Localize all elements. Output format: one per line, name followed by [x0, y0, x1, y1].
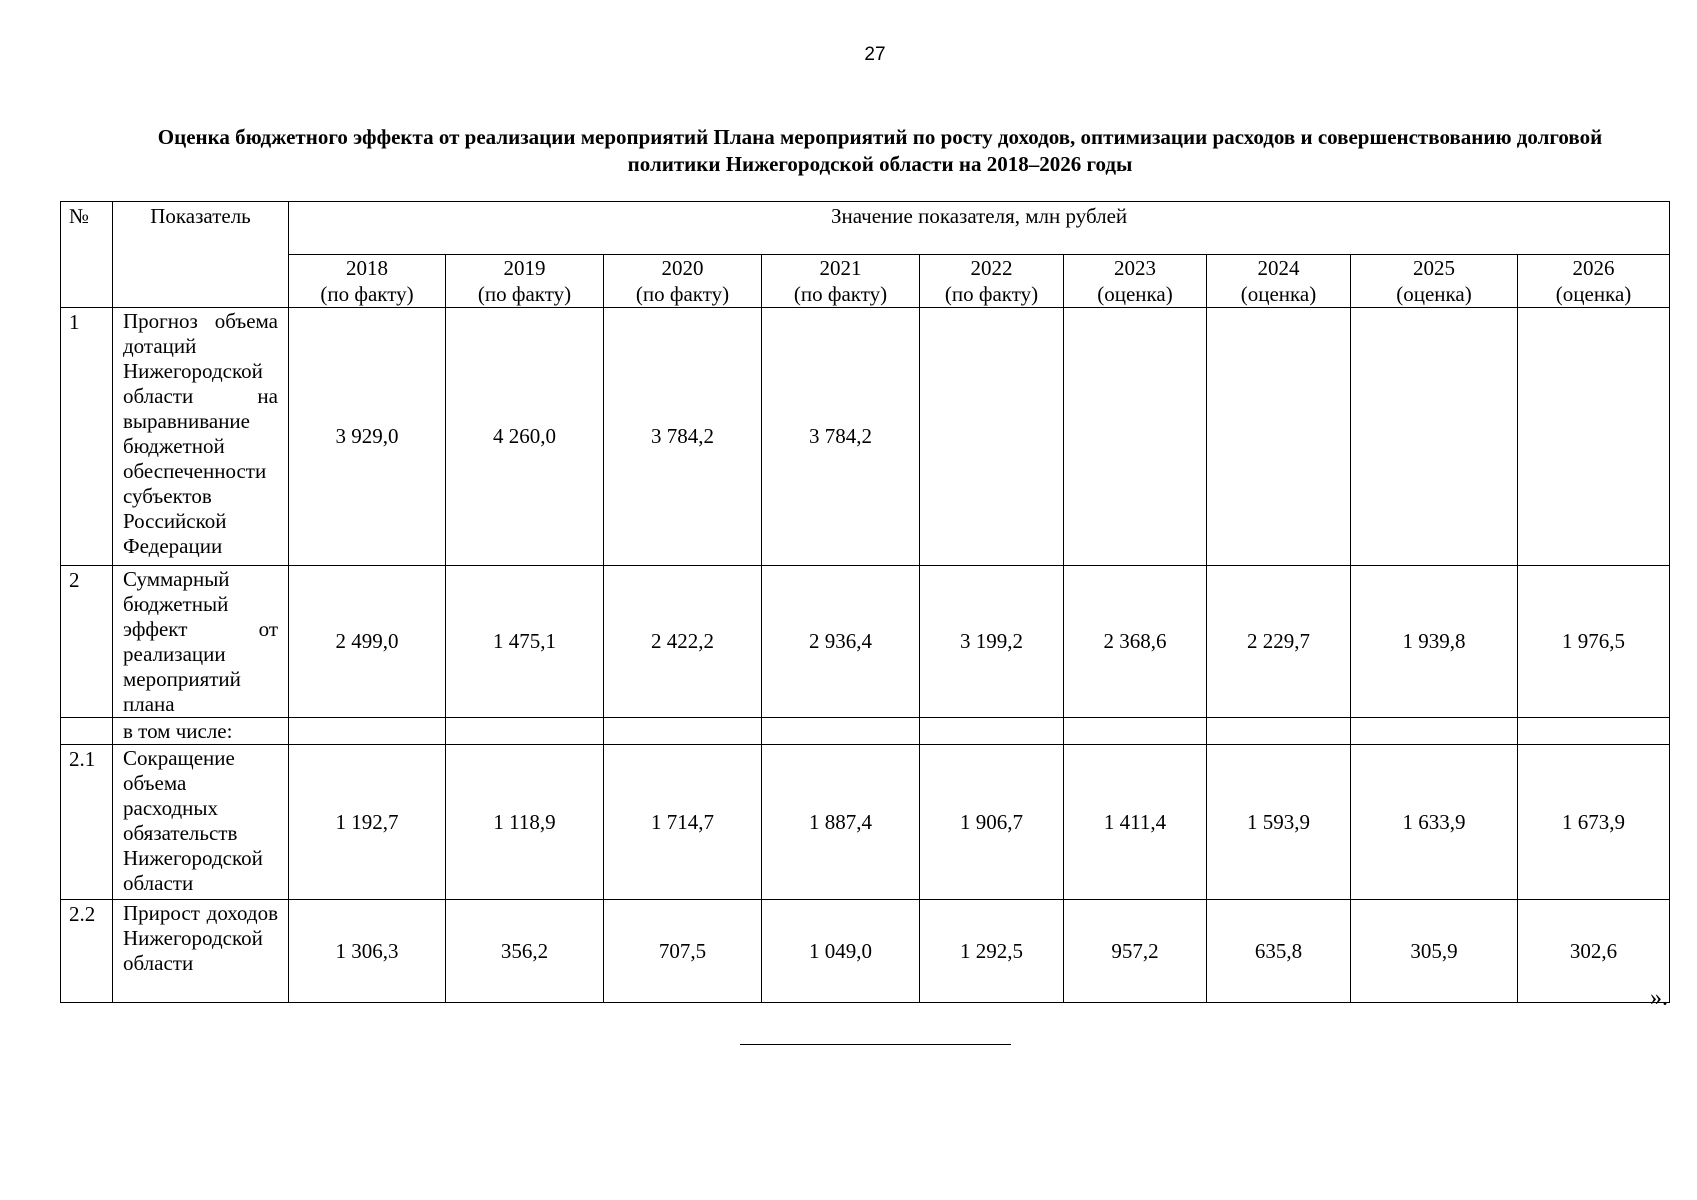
value-cell: 302,6 [1518, 900, 1670, 1003]
value-cell: 635,8 [1207, 900, 1351, 1003]
closing-quote-mark: ». [1650, 985, 1668, 1011]
row-number: 2.1 [61, 745, 113, 900]
year-note: (оценка) [1396, 282, 1472, 306]
year-header-2023 [1064, 255, 1207, 308]
table-row [61, 566, 1670, 718]
table-row [61, 745, 1670, 900]
value-cell: 1 714,7 [604, 745, 762, 900]
value-cell: 1 475,1 [446, 566, 604, 718]
table-row [61, 900, 1670, 1003]
value-cell [1064, 718, 1207, 745]
row-number [61, 718, 113, 745]
value-cell: 1 292,5 [920, 900, 1064, 1003]
row-indicator: Суммарный бюджетный эффект от реализации мероприятий плана [113, 566, 289, 718]
year-note: (по факту) [793, 282, 888, 306]
value-cell [1518, 308, 1670, 566]
footer-divider [740, 1044, 1011, 1045]
year-note: (оценка) [1240, 282, 1317, 306]
year-header-2026 [1518, 255, 1670, 308]
value-cell: 1 593,9 [1207, 745, 1351, 900]
value-cell: 957,2 [1064, 900, 1207, 1003]
year-header-2021 [762, 255, 920, 308]
value-cell [920, 308, 1064, 566]
value-cell: 3 929,0 [289, 308, 446, 566]
year-label: 2021 [819, 256, 862, 280]
row-indicator: Прирост доходов Нижегородской области [113, 900, 289, 1003]
year-header-2025 [1351, 255, 1518, 308]
value-cell: 1 118,9 [446, 745, 604, 900]
year-label: 2019 [503, 256, 546, 280]
value-cell [762, 718, 920, 745]
year-label: 2025 [1413, 256, 1455, 280]
year-label: 2026 [1572, 256, 1615, 280]
value-cell: 3 784,2 [762, 308, 920, 566]
value-cell: 707,5 [604, 900, 762, 1003]
row-number: 2.2 [61, 900, 113, 1003]
value-cell: 1 906,7 [920, 745, 1064, 900]
value-cell [289, 718, 446, 745]
col-indicator-header: Показатель [113, 202, 289, 308]
year-note: (оценка) [1097, 282, 1173, 306]
page-number: 27 [864, 44, 886, 65]
value-cell: 1 192,7 [289, 745, 446, 900]
value-cell [1518, 718, 1670, 745]
header-row-years [61, 255, 1670, 308]
value-cell: 356,2 [446, 900, 604, 1003]
year-note: (по факту) [320, 282, 414, 306]
row-number: 1 [61, 308, 113, 566]
value-cell [446, 718, 604, 745]
table-row [61, 718, 1670, 745]
budget-effect-table [60, 201, 1670, 1003]
year-label: 2022 [970, 256, 1013, 280]
row-number: 2 [61, 566, 113, 718]
value-cell: 305,9 [1351, 900, 1518, 1003]
year-label: 2023 [1114, 256, 1156, 280]
year-note: (по факту) [944, 282, 1039, 306]
value-cell [1064, 308, 1207, 566]
value-cell: 4 260,0 [446, 308, 604, 566]
value-cell: 1 673,9 [1518, 745, 1670, 900]
document-title: Оценка бюджетного эффекта от реализации мероприятий Плана мероприятий по росту доходов, оптимизации расходов и совершенствованию долговой политики Нижегородской области на 2018–2026 годы [157, 125, 1603, 176]
year-note: (по факту) [635, 282, 730, 306]
value-cell: 1 633,9 [1351, 745, 1518, 900]
year-label: 2024 [1257, 256, 1300, 280]
value-cell [604, 718, 762, 745]
value-cell: 2 936,4 [762, 566, 920, 718]
row-indicator: Прогноз объема дотаций Нижегородской области на выравнивание бюджетной обеспеченности субъектов Российской Федерации [113, 308, 289, 566]
table-row [61, 308, 1670, 566]
value-cell: 1 411,4 [1064, 745, 1207, 900]
value-cell [920, 718, 1064, 745]
value-cell: 1 939,8 [1351, 566, 1518, 718]
col-value-group-header: Значение показателя, млн рублей [289, 202, 1670, 255]
value-cell [1351, 308, 1518, 566]
year-header-2024 [1207, 255, 1351, 308]
header-row-group [61, 202, 1670, 255]
value-cell: 1 306,3 [289, 900, 446, 1003]
value-cell: 2 422,2 [604, 566, 762, 718]
year-header-2022 [920, 255, 1064, 308]
value-cell: 1 976,5 [1518, 566, 1670, 718]
value-cell: 2 368,6 [1064, 566, 1207, 718]
value-cell: 2 229,7 [1207, 566, 1351, 718]
value-cell: 2 499,0 [289, 566, 446, 718]
year-label: 2020 [661, 256, 704, 280]
value-cell: 3 784,2 [604, 308, 762, 566]
year-label: 2018 [346, 256, 388, 280]
col-number-header: № [61, 202, 113, 308]
value-cell [1351, 718, 1518, 745]
value-cell [1207, 718, 1351, 745]
year-note: (по факту) [477, 282, 572, 306]
year-header-2018 [289, 255, 446, 308]
row-indicator: в том числе: [113, 718, 289, 745]
value-cell: 3 199,2 [920, 566, 1064, 718]
value-cell: 1 887,4 [762, 745, 920, 900]
row-indicator: Сокращение объема расходных обязательств Нижегородской области [113, 745, 289, 900]
year-note: (оценка) [1555, 282, 1632, 306]
value-cell [1207, 308, 1351, 566]
year-header-2019 [446, 255, 604, 308]
value-cell: 1 049,0 [762, 900, 920, 1003]
year-header-2020 [604, 255, 762, 308]
